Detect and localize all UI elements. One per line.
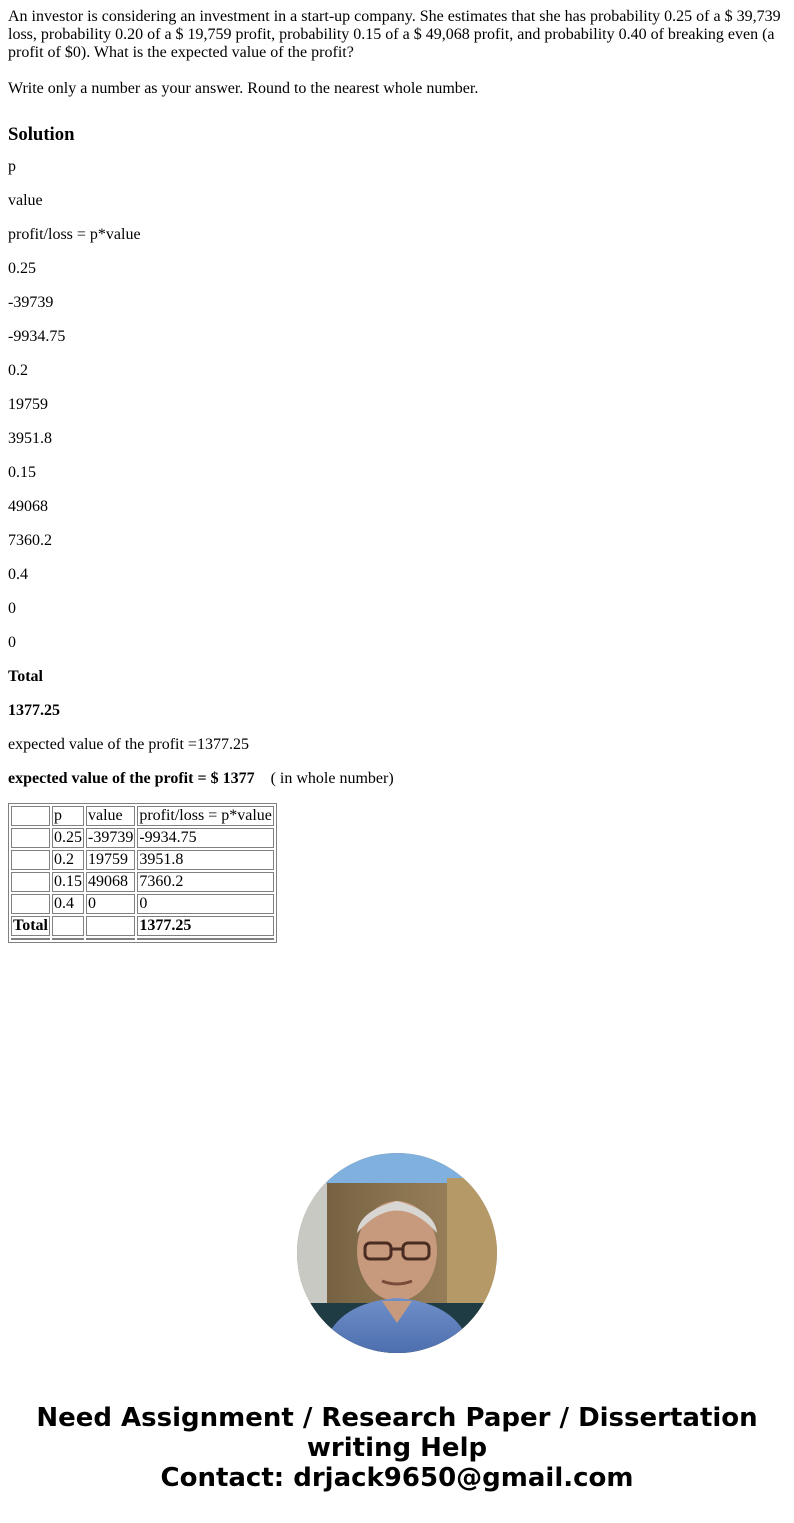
footer-advert [0, 1403, 794, 1493]
table-cell: profit/loss = p*value [139, 807, 272, 824]
table-row [11, 894, 274, 914]
solution-line: value [8, 192, 43, 209]
table-cell [11, 938, 50, 940]
total-value: 1377.25 [8, 702, 60, 719]
question-text: An investor is considering an investment in a start-up company. She estimates that she has probability 0.25 of a $ 39,739 loss, probability 0.20 of a $ 19,759 profit, probability 0.15 of a $ 49,068 profit, and probability 0.40 of breaking even (a profit of $0). What is the expected value of the profit? [8, 8, 781, 61]
table-header-row [11, 806, 274, 826]
table-cell: 7360.2 [137, 872, 274, 892]
table-cell [52, 916, 84, 936]
solution-line: 0.15 [8, 464, 36, 481]
table-cell [137, 938, 274, 940]
table-cell [11, 850, 50, 870]
table-cell [11, 894, 50, 914]
solution-line: -9934.75 [8, 328, 66, 345]
table-row [11, 828, 274, 848]
answer-instruction: Write only a number as your answer. Round to the nearest whole number. [8, 80, 479, 97]
footer-line: Need Assignment / Research Paper / Dissertation [36, 1403, 758, 1433]
table-cell: 0.25 [53, 829, 82, 846]
table-cell: 19759 [86, 850, 135, 870]
table-spacer-row [11, 938, 274, 940]
table-cell [11, 828, 50, 848]
table-cell: 0.15 [53, 873, 82, 890]
final-answer [8, 770, 394, 788]
solution-line: 7360.2 [8, 532, 52, 549]
table-cell: 0 [137, 894, 274, 914]
solution-line: 0.4 [8, 566, 28, 583]
solution-line: 3951.8 [8, 430, 52, 447]
table-cell: 0.2 [52, 850, 84, 870]
table-cell [86, 916, 135, 936]
document-body [8, 8, 786, 934]
table-cell [52, 938, 84, 940]
table-cell [11, 806, 50, 826]
solution-line: p [8, 158, 16, 175]
table-cell [86, 938, 135, 940]
total-label: Total [8, 668, 43, 685]
table-cell: -9934.75 [137, 828, 274, 848]
solution-line: 0 [8, 600, 16, 617]
table-cell: -39739 [87, 829, 134, 846]
solution-line: profit/loss = p*value [8, 226, 141, 243]
table-cell: 0.4 [52, 894, 84, 914]
final-answer-text: expected value of the profit = $ 1377 [8, 770, 255, 787]
table-cell: value [86, 806, 135, 826]
table-cell: p [52, 806, 84, 826]
table-cell: 0 [86, 894, 135, 914]
solution-line: 0 [8, 634, 16, 651]
solution-line: 0.2 [8, 362, 28, 379]
solution-table [8, 803, 277, 943]
table-row [11, 872, 274, 892]
table-cell: 3951.8 [137, 850, 274, 870]
table-cell: 1377.25 [137, 916, 274, 936]
table-cell: 49068 [86, 872, 135, 892]
solution-line: 19759 [8, 396, 48, 413]
solution-line: 0.25 [8, 260, 36, 277]
solution-line: 49068 [8, 498, 48, 515]
table-cell: Total [13, 917, 48, 934]
solution-line: -39739 [8, 294, 54, 311]
table-total-row [11, 916, 274, 936]
solution-heading: Solution [8, 124, 75, 145]
author-photo [297, 1153, 497, 1353]
table-cell [11, 872, 50, 892]
table-row [11, 850, 274, 870]
expected-value-line: expected value of the profit =1377.25 [8, 736, 249, 753]
footer-contact: Contact: drjack9650@gmail.com [160, 1463, 634, 1493]
final-answer-note: ( in whole number) [270, 770, 394, 787]
footer-line: writing Help [306, 1433, 488, 1463]
author-photo-image [297, 1153, 497, 1353]
